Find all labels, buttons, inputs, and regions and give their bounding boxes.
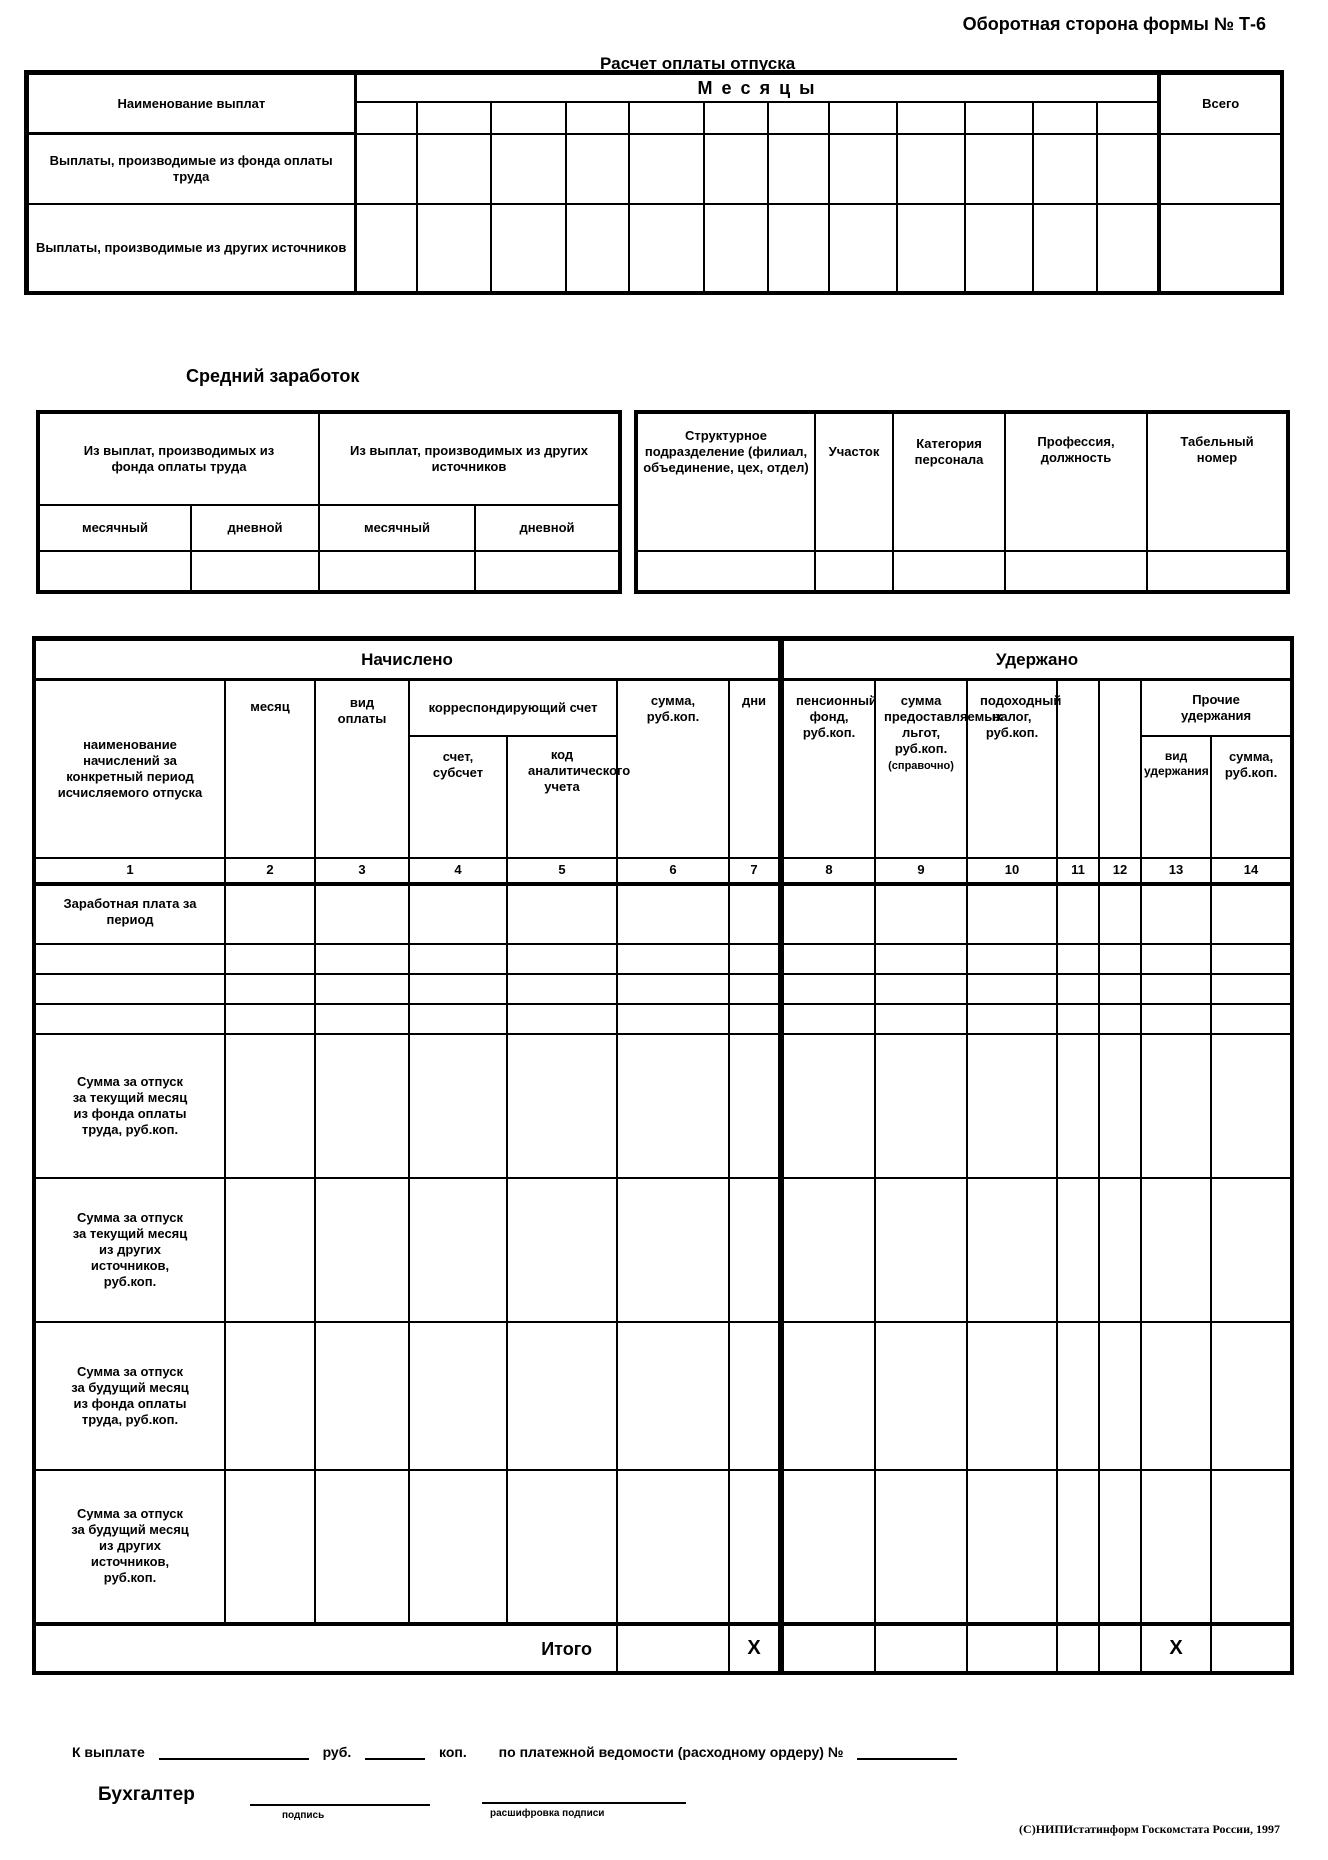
month-cell: [417, 102, 491, 134]
total-x-mark-other: X: [1141, 1624, 1211, 1672]
vacation-calc-table: [26, 72, 1282, 293]
accountant-signature-field[interactable]: [250, 1804, 430, 1806]
org-profession-header: Профессия, должность: [1005, 413, 1147, 551]
col-number: 5: [507, 858, 617, 884]
avg-from-fund-header: Из выплат, производимых из фонда оплаты труда: [39, 413, 319, 505]
total-x-mark-days: X: [729, 1624, 781, 1672]
avg-earnings-title: Средний заработок: [186, 366, 360, 386]
col-days-header: дни: [729, 680, 781, 858]
col-benefits-note: (справочно): [888, 760, 954, 772]
total-header: Всего: [1159, 74, 1281, 134]
month-cell: [704, 102, 768, 134]
row-label-other: Выплаты, производимые из других источников: [28, 204, 356, 292]
org-tabnumber-header: Табельный номер: [1147, 413, 1287, 551]
col-tax-header: подоходный налог, руб.коп.: [967, 680, 1057, 858]
avg-other-monthly: месячный: [319, 505, 475, 551]
col-other-type-header: вид удержания: [1141, 736, 1211, 858]
col-number: 14: [1211, 858, 1291, 884]
month-cell: [355, 102, 417, 134]
total-label: Итого: [35, 1624, 617, 1672]
row-future-other-label: Сумма за отпуск за будущий месяц из других источников, руб.коп.: [35, 1470, 225, 1624]
month-cell: [1097, 102, 1159, 134]
statement-number-field[interactable]: [857, 1740, 957, 1760]
avg-from-other-header: Из выплат, производимых из других источников: [319, 413, 619, 505]
org-info-table: [636, 412, 1288, 592]
column-number-row: [35, 858, 1291, 884]
avg-fund-daily: дневной: [191, 505, 319, 551]
col-sum-header: сумма, руб.коп.: [617, 680, 729, 858]
totals-row: [35, 1624, 1291, 1672]
col-paytype-header: вид оплаты: [315, 680, 409, 858]
col-number: 8: [781, 858, 875, 884]
org-section-header: Участок: [815, 413, 893, 551]
col-number: 9: [875, 858, 967, 884]
month-cell: [629, 102, 703, 134]
month-cell: [566, 102, 630, 134]
col-number: 1: [35, 858, 225, 884]
accrued-header: Начислено: [35, 640, 781, 680]
month-cell: [491, 102, 565, 134]
col-subaccount-header: счет, субсчет: [409, 736, 507, 858]
month-cell: [768, 102, 830, 134]
month-cell: [829, 102, 897, 134]
row-current-fund-label: Сумма за отпуск за текущий месяц из фонда оплаты труда, руб.коп.: [35, 1034, 225, 1178]
org-unit-header: Структурное подразделение (филиал, объединение, цех, отдел): [637, 413, 815, 551]
form-side-label: Оборотная сторона формы № Т-6: [962, 14, 1266, 34]
month-cell: [1033, 102, 1097, 134]
decoding-caption: расшифровка подписи: [490, 1808, 605, 1819]
col-other-header: Прочие удержания: [1141, 680, 1291, 736]
col-number: 4: [409, 858, 507, 884]
col-number: 11: [1057, 858, 1099, 884]
row-salary-label: Заработная плата за период: [35, 884, 225, 944]
avg-fund-monthly: месячный: [39, 505, 191, 551]
col-benefits-header: [875, 680, 1003, 858]
months-header: М е с я ц ы: [355, 74, 1159, 102]
avg-earnings-table: [38, 412, 620, 592]
accountant-label: Бухгалтер: [98, 1784, 195, 1805]
col-number: 3: [315, 858, 409, 884]
to-pay-kop-field[interactable]: [365, 1740, 425, 1760]
org-category-header: Категория персонала: [893, 413, 1005, 551]
col-number: 6: [617, 858, 729, 884]
rub-label: руб.: [322, 1744, 352, 1760]
to-pay-line: [72, 1740, 957, 1760]
col-benefits-label: сумма предоставляемых льгот, руб.коп.: [884, 693, 1003, 756]
month-cell: [965, 102, 1033, 134]
col-account-header: корреспондирующий счет: [409, 680, 617, 736]
col-number: 2: [225, 858, 315, 884]
kop-label: коп.: [439, 1744, 467, 1760]
col-name-header: наименование начислений за конкретный период исчисляемого отпуска: [35, 680, 225, 858]
col-analytic-header: код аналитического учета: [507, 736, 617, 858]
col-11-header: [1057, 680, 1099, 858]
col-number: 7: [729, 858, 781, 884]
signature-caption: подпись: [282, 1810, 325, 1821]
vacation-name-header: Наименование выплат: [28, 74, 356, 134]
to-pay-label: К выплате: [72, 1744, 145, 1760]
vacation-calc-title: Расчет оплаты отпуска: [600, 54, 796, 73]
avg-other-daily: дневной: [475, 505, 619, 551]
accruals-table: [34, 638, 1292, 1673]
col-number: 13: [1141, 858, 1211, 884]
month-cell: [897, 102, 965, 134]
col-number: 12: [1099, 858, 1141, 884]
copyright-note: (С)НИПИстатинформ Госкомстата России, 1997: [1019, 1822, 1280, 1836]
row-future-fund-label: Сумма за отпуск за будущий месяц из фонда оплаты труда, руб.коп.: [35, 1322, 225, 1470]
signature-decoding-field[interactable]: [482, 1802, 686, 1804]
col-month-header: месяц: [225, 680, 315, 858]
col-pension-header: пенсионный фонд, руб.коп.: [781, 680, 875, 858]
row-current-other-label: Сумма за отпуск за текущий месяц из других источников, руб.коп.: [35, 1178, 225, 1322]
to-pay-rub-field[interactable]: [159, 1740, 309, 1760]
row-label-fund: Выплаты, производимые из фонда оплаты труда: [28, 134, 356, 204]
col-12-header: [1099, 680, 1141, 858]
withheld-header: Удержано: [781, 640, 1291, 680]
col-number: 10: [967, 858, 1057, 884]
statement-label: по платежной ведомости (расходному ордеру) №: [498, 1744, 844, 1760]
col-other-sum-header: сумма, руб.коп.: [1211, 736, 1291, 858]
